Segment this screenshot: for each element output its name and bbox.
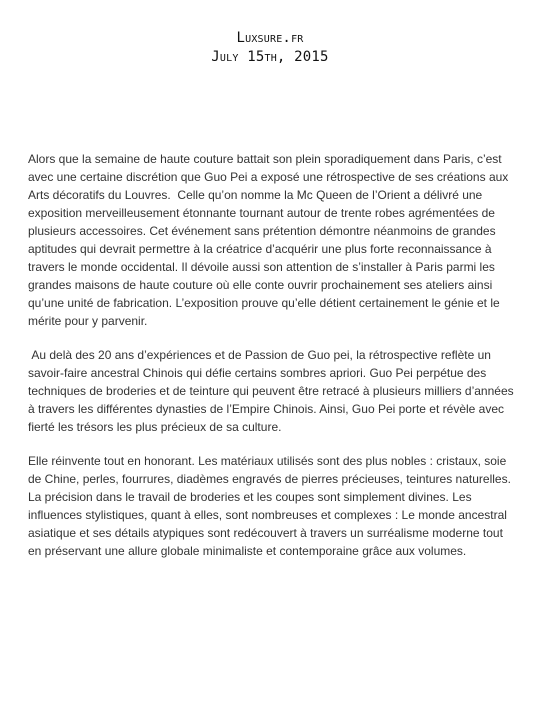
article-body [28,150,516,576]
article-paragraph-3: Elle réinvente tout en honorant. Les matériaux utilisés sont des plus nobles : cristaux, soie de Chine, perles, fourrures, diadèmes engravés de pierres précieuses, teintures naturelles. La précision dans le travail de broderies et les coupes sont simplement divines. Les influences stylistiques, quant à elles, sont nombreuses et complexes : Le monde ancestral asiatique et ses détails atypiques sont redécouvert à travers un surréalisme moderne tout en préservant une allure globale minimaliste et contemporaine grâce aux volumes. [28,454,515,558]
article-paragraph-2: Au delà des 20 ans d’expériences et de Passion de Guo pei, la rétrospective reflète un savoir-faire ancestral Chinois qui défie certains sombres apriori. Guo Pei perpétue des techniques de broderies et de teinture qui peuvent être retracé à plusieurs milliers d’années à travers les différentes dynasties de l’Empire Chinois. Ainsi, Guo Pei porte et révèle avec fierté les trésors les plus précieux de sa culture. [28,348,517,434]
publication-date: July 15th, 2015 [211,49,329,65]
article-paragraph-1: Alors que la semaine de haute couture battait son plein sporadiquement dans Paris, c’est avec une certaine discrétion que Guo Pei a exposé une rétrospective de ses créations aux Arts décoratifs du Louvres. Celle qu’on nomme la Mc Queen de l’Orient a délivré une exposition merveilleusement étonnante tournant autour de trente robes agrémentées de plusieurs accessoires. Cet événement sans prétention démontre néanmoins de grandes aptitudes qui devrait permettre à la créatrice d’acquérir une plus forte reconnaissance à travers le monde occidental. Il dévoile aussi son attention de s’installer à Paris parmi les grandes maisons de haute couture où elle conte ouvrir prochainement ses ateliers ainsi qu’une unité de fabrication. L’exposition prouve qu’elle détient certainement le génie et le mérite pour y parvenir. [28,152,511,328]
document-header [0,29,540,67]
site-name: Luxsure.fr [236,30,304,46]
